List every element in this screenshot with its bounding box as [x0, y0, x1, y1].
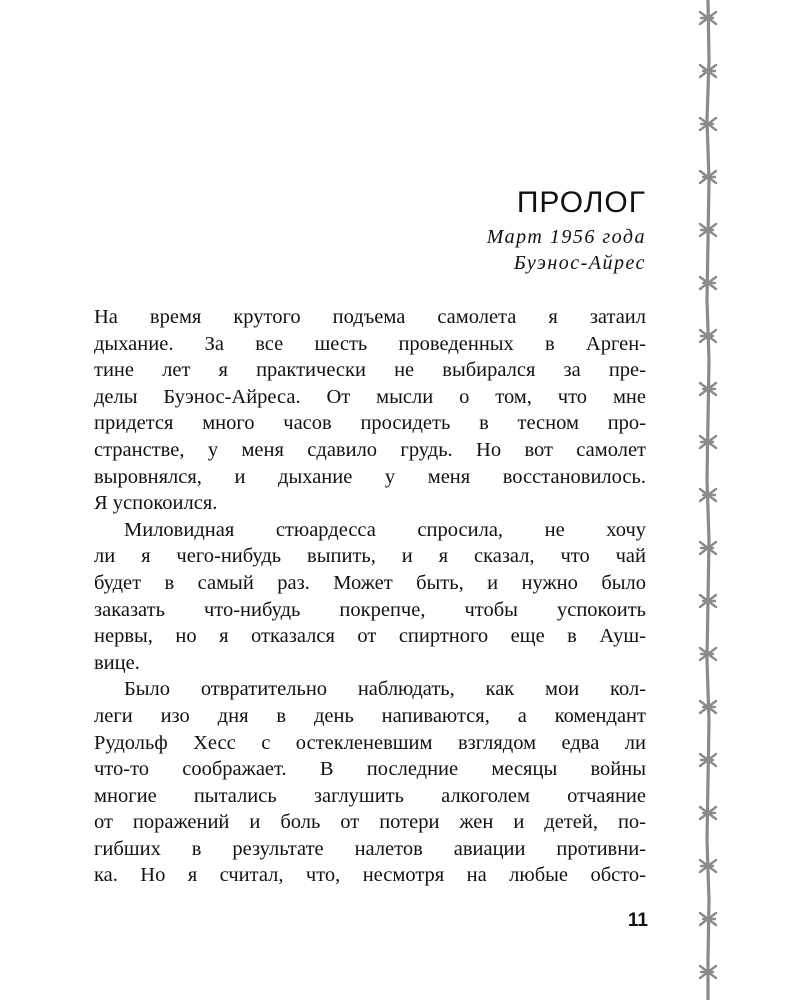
text-line: леги изо дня в день напиваются, а комендант [94, 704, 646, 727]
text-line: Я успокоился. [94, 492, 218, 515]
epigraph-date: Март 1956 года [486, 226, 646, 248]
barbed-wire-border [680, 0, 740, 1000]
text-line: от поражений и боль от потери жен и детей, по- [94, 811, 646, 834]
text-line: заказать что-нибудь покрепче, чтобы успокоить [94, 598, 646, 621]
epigraph-place: Буэнос-Айрес [513, 252, 646, 274]
text-line: Миловидная стюардесса спросила, не хочу [124, 518, 646, 541]
text-line: Было отвратительно наблюдать, как мои кол- [124, 678, 646, 701]
text-line: нервы, но я отказался от спиртного еще в Ауш- [94, 625, 646, 648]
chapter-epigraph [487, 224, 646, 276]
text-line: придется много часов просидеть в тесном про- [94, 412, 646, 435]
text-line: вице. [94, 651, 140, 674]
page-number: 11 [627, 910, 648, 931]
wire-strand [707, 0, 709, 1000]
text-line: выровнялся, и дыхание у меня восстановилось. [94, 465, 646, 488]
text-line: ли я чего-нибудь выпить, и я сказал, что чай [94, 545, 646, 568]
text-line: гибших в результате налетов авиации противни- [94, 837, 646, 860]
body-text [94, 304, 646, 889]
text-line: странстве, у меня сдавило грудь. Но вот самолет [94, 438, 646, 461]
text-line: ка. Но я считал, что, несмотря на любые обсто- [94, 864, 646, 887]
text-line: Рудольф Хесс с остекленевшим взглядом едва ли [94, 731, 646, 754]
text-line: дыхание. За все шесть проведенных в Арген- [94, 332, 646, 355]
text-line: многие пытались заглушить алкоголем отчаяние [94, 784, 646, 807]
text-line: делы Буэнос-Айреса. От мысли о том, что мне [94, 385, 646, 408]
text-line: тине лет я практически не выбирался за пре- [94, 359, 646, 382]
text-line: будет в самый раз. Может быть, и нужно было [94, 571, 646, 594]
text-line: На время крутого подъема самолета я затаил [94, 306, 646, 328]
text-line: что-то соображает. В последние месяцы войны [94, 758, 646, 781]
chapter-title: ПРОЛОГ [516, 186, 646, 219]
